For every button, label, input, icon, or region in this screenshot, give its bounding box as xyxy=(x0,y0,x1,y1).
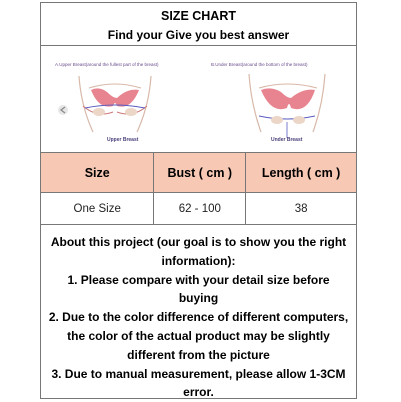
size-table xyxy=(40,152,357,225)
cell-size: One Size xyxy=(41,193,154,225)
page-subtitle: Find your Give you best answer xyxy=(107,28,290,42)
about-note-3: 3. Due to manual measurement, please allow 1-3CM error. xyxy=(51,366,346,400)
upper-breast-caption: A.Upper Breast(around the fullest part of the breast) xyxy=(55,62,159,67)
cell-bust: 62 - 100 xyxy=(154,193,246,225)
upper-breast-figure xyxy=(79,76,151,132)
about-note-2: 2. Due to the color difference of different computers, the color of the actual product may be slightly different from the picture xyxy=(48,310,349,362)
size-table-header-row xyxy=(41,153,357,193)
about-intro: About this project (our goal is to show you the right information): xyxy=(50,235,347,268)
about-notes xyxy=(40,224,357,399)
upper-breast-label: Upper Breast xyxy=(107,137,139,143)
measurement-figures xyxy=(41,46,358,152)
table-row xyxy=(41,193,357,225)
header-cell-bust: Bust ( cm ) xyxy=(154,153,246,193)
measurement-illustration xyxy=(40,46,357,152)
upper-bra-shape xyxy=(91,88,139,106)
size-chart-card xyxy=(40,0,357,401)
under-breast-figure xyxy=(249,74,325,138)
under-tape-line xyxy=(259,116,315,119)
under-breast-caption: B.Under Breast(around the bottom of the breast) xyxy=(211,62,308,67)
about-note-1: 1. Please compare with your detail size before buying xyxy=(67,272,330,306)
size-chart-header xyxy=(40,2,357,46)
under-breast-label: Under Breast xyxy=(271,137,303,143)
left-arrow-icon xyxy=(58,105,68,115)
header-cell-length: Length ( cm ) xyxy=(246,153,357,193)
header-cell-size: Size xyxy=(41,153,154,193)
cell-length: 38 xyxy=(246,193,357,225)
upper-tape-line xyxy=(85,105,145,108)
page-title: SIZE CHART xyxy=(161,9,236,23)
under-bra-shape xyxy=(261,88,315,109)
